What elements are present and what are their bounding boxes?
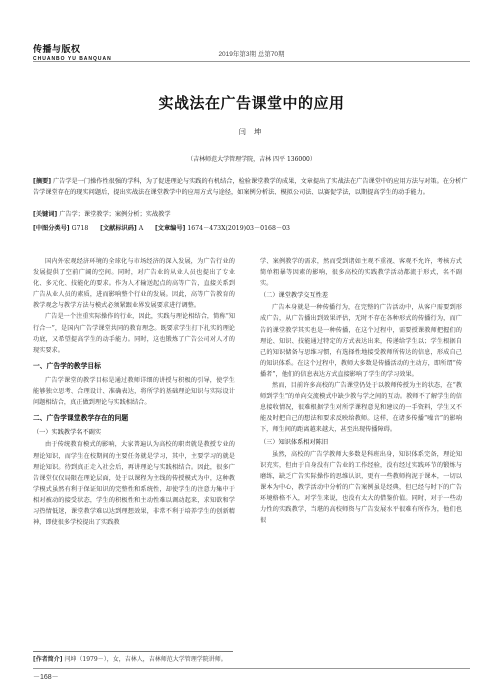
paragraph: 由于传统教育模式的影响，大家普遍认为高校的职责就是教授专业的理论知识，而学生在校期间的主要任务就是学习，其中，主要学习的就是理论知识。待到真正走入社会后，再讲理论与实践相结合。因此，很多广告课堂仅仅局限在理论层面，处于以课程为主线的传授模式为中，这种教学模式虽然有利于保证知识的完整性和系统性，却使学生的注意力集中于相对被动的接受状态，学生的积极性和主动性难以调动起来，求知欲和学习热情低迷，课堂教学难以达到理想效果，非常不利于培养学生的创新精神，即使很多学校提出了实践教 bbox=[33, 441, 235, 527]
paragraph: 广告本身就是一种传播行为，在完整的广告活动中，从客户需要到形成广告，从广告播出到效果评估，无时不存在各种形式的传播行为，而广告的课堂教学其实也是一种传播，在这个过程中，需要授课教师把握们的理论、知识、技能通过特定的方式表达出来，传递给学生以；学生根据自己的知识储备与思维习惯，有选择性地接受教师所传达的信息，形成自己的知识体系。在这个过程中，教师大多数是传播活动的主动方，即所谓“传播者”，他们的信息表达方式直接影响了学生的学习效果。 bbox=[260, 304, 462, 378]
class-no: G718 bbox=[71, 225, 89, 232]
footnote-label: [作者简介] bbox=[33, 656, 63, 663]
classification bbox=[33, 223, 470, 232]
class-label: [中图分类号] bbox=[33, 225, 70, 232]
section-heading: 一、广告学的教学目标 bbox=[33, 361, 101, 370]
subsection-heading: （三）知识体系相对陈旧 bbox=[260, 438, 329, 446]
keywords-text: 广告学；课堂教学；案例分析；实战教学 bbox=[59, 211, 171, 218]
doc-code: A bbox=[138, 225, 144, 232]
header-rule bbox=[33, 61, 470, 62]
body-column-right bbox=[260, 256, 462, 526]
footnote-text: 闫坤（1979－），女，吉林人，吉林师范大学管理学院讲师。 bbox=[64, 656, 227, 663]
footer-rule bbox=[33, 668, 470, 669]
paragraph: 学、案例教学的需求，然而受到诸如主观不重视、客观不允许，考核方式简单粗暴等因素的影响，很多高校的实践教学活动都流于形式，名不副实。 bbox=[260, 258, 462, 288]
paragraph: 广告是一个注重实际操作的行业，因此，实践与理论相结合，简称“知行合一”，是国内广告学课堂共同的教育理念。既要求学生打下扎实的理论功底，又希望提高学生的动手能力。同时，这也锻炼了广告公司对人才的现实要求。 bbox=[33, 313, 235, 354]
issue-info: 2019年第3期 总第70期 bbox=[218, 51, 285, 58]
page-number: －168－ bbox=[33, 674, 59, 681]
footnote-rule bbox=[33, 651, 233, 652]
paragraph: 然而，目前许多高校的广告课堂仍处于以教师传授为主的状态，在“教师到学生”的单向交流模式中缺少教与学之间的互动。教师不了解学生的信息接收情况，很难根据学生对所学课程意见和建议的一手资料，学生又不能及时把自己的想法和要求反映给教师。这样，在诸多传播“噪音”的影响下，师生间的距离越来越大，甚至出现传播障碍。 bbox=[260, 382, 462, 434]
doc-label: [文献标识码] bbox=[100, 225, 137, 232]
abstract-text: 广告学是一门操作性很强的学科，为了促进理论与实践的有机结合，检验课堂教学的成果，文章提出了实战法在广告课堂中的应用方法与对策。在分析广告学课堂存在的现实问题后，提出实战法在课堂教学中的应用方式与途径，如案例分析法、模拟公司法、以赛促学法，以期提高学生的动手能力。 bbox=[33, 178, 468, 196]
journal-name-en: CHUANBO YU BANQUAN bbox=[33, 56, 112, 62]
keywords-label: [关键词] bbox=[33, 211, 58, 218]
paragraph: 广告学课堂的教学目标是通过教师详细的讲授与积极的引导，使学生能够独立思考、合理设计、准确表达，将所学的基础理论知识与实际设计问题相结合，真正做到理论与实践相结合。 bbox=[33, 376, 235, 407]
serial-label: [文章编号] bbox=[154, 225, 186, 232]
paragraph: 虽然，高校的广告学教师大多数是科班出身，知识体系完备，理论知识充实，但由于自身没有广告业的工作经验，没有经过实践环节的锻炼与磨练，缺乏广告实际操作的思维认识，更有一些教师拘泥于课本，一切以课本为中心，教学活动中分析的广告案例虽是经典，但已经与时下的广告环境格格不入，对学生来说，也没有太大的借鉴价值。同时，对于一些动力性的实践教学，当堪的高校师资与广告发展水平很难有所作为，他们也很 bbox=[260, 450, 462, 525]
article-title: 实战法在广告课堂中的应用 bbox=[158, 94, 345, 112]
subsection-heading: （一）实践教学名不副实 bbox=[33, 429, 102, 437]
section-heading: 二、广告学课堂教学存在的问题 bbox=[33, 414, 129, 423]
author-footnote bbox=[33, 654, 227, 663]
article-author: 闫 坤 bbox=[238, 128, 265, 136]
paragraph: 国内外宏观经济环境的全球化与市场经济的深入发展，为广告行业的发展提供了空前广阔的空间。同时，对广告业的从业人员也提出了专业化、多元化、技能化的要求。作为人才输送起点的高等广告，直接关系到广告从业人员的素质，进而影响整个行业的发展。因此，高等广告教育的教学观念与教学方法与模式必须紧跟业界发展要求进行调整。 bbox=[33, 258, 235, 310]
keywords bbox=[33, 209, 470, 218]
serial-no: 1674－473X(2019)03－0168－03 bbox=[187, 225, 290, 232]
abstract-label: [摘要] bbox=[33, 178, 52, 185]
body-column-left bbox=[33, 256, 235, 528]
journal-name-cn: 传播与版权 bbox=[33, 44, 81, 54]
author-affiliation: （吉林师范大学管理学院，吉林 四平 136000） bbox=[187, 156, 316, 163]
abstract bbox=[33, 176, 470, 198]
subsection-heading: （二）课堂教学交互性差 bbox=[260, 292, 329, 300]
